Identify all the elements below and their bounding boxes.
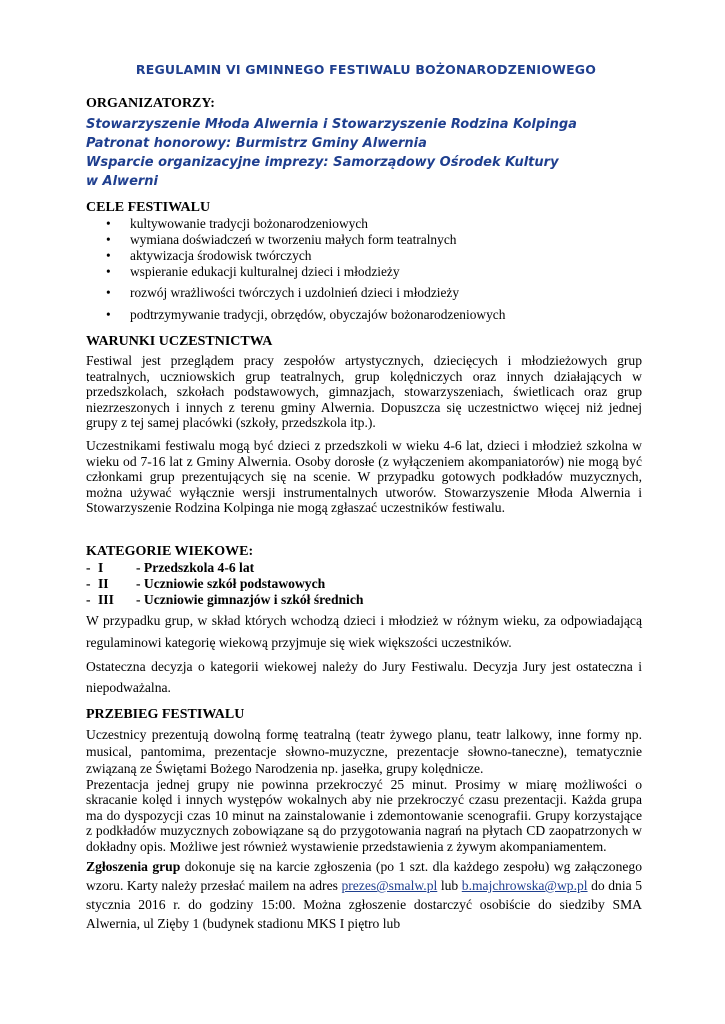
- document-title: REGULAMIN VI GMINNEGO FESTIWALU BOŻONARODZENIOWEGO: [135, 62, 597, 77]
- list-item: • wspieranie edukacji kulturalnej dzieci i młodzieży: [106, 264, 400, 279]
- applications-label: Zgłoszenia grup: [86, 859, 181, 875]
- conditions-paragraph-1: Festiwal jest przeglądem pracy zespołów artystycznych, dziecięcych i młodzieżowych grup teatralnych, uczniowskich grup teatralnych, grup kolędniczych oraz innych działających w przedszkolach, szkołach podstawowych, gimnazjach, stowarzyszeniach, świetlicach oraz grup niezrzeszonych i innych z terenu gminy Alwernia. Dopuszcza się uczestnictwo więcej niż jednej grupy z tej samej placówki (szkoły, przedszkola itp.).: [86, 353, 642, 431]
- support-line: Wsparcie organizacyjne imprezy: Samorządowy Ośrodek Kultury: [86, 155, 559, 170]
- bullet-icon: •: [106, 264, 111, 279]
- list-item: • wymiana doświadczeń w tworzeniu małych form teatralnych: [106, 232, 457, 247]
- organizers-section: [86, 96, 642, 191]
- bullet-icon: •: [106, 285, 111, 300]
- age-heading: KATEGORIE WIEKOWE:: [86, 544, 254, 559]
- age-section: [86, 544, 642, 698]
- conditions-section: [86, 334, 642, 516]
- course-paragraph-1: Uczestnicy prezentują dowolną formę teatralną (teatr żywego planu, teatr lalkowy, inne formy np. musical, pantomima, prezentacje słowno-muzyczne, prezentacje słowno-taneczne), tematycznie związaną ze Świętami Bożego Narodzenia np. jasełka, grupy kolędnicze.: [86, 727, 642, 776]
- age-paragraph-2: Ostateczna decyzja o kategorii wiekowej należy do Jury Festiwalu. Decyzja Jury jest ostateczna i niepodważalna.: [86, 659, 642, 695]
- email-link-majchrowska[interactable]: b.majchrowska@wp.pl: [461, 878, 588, 894]
- course-paragraph-2: Prezentacja jednej grupy nie powinna przekroczyć 25 minut. Prosimy w miarę możliwości o skracanie kolęd i innych występów wokalnych aby nie przekroczyć czasu prezentacji. Każda grupa ma do dyspozycji czas 10 minut na zainstalowanie i zdemontowanie scenografii. Grupy korzystające z podkładów muzycznych zobowiązane są do przygotowania nagrań na płytach CD zaopatrzonych w dokładny opis. Możliwe jest również wystawienie przedstawienia z żywym akompaniamentem.: [86, 777, 642, 854]
- bullet-icon: •: [106, 248, 111, 263]
- bullet-icon: •: [106, 307, 111, 322]
- category-row: - III - Uczniowie gimnazjów i szkół średnich: [86, 592, 364, 607]
- course-paragraph-3: Zgłoszenia grup dokonuje się na karcie zgłoszenia (po 1 szt. dla każdego zespołu) wg załączonego wzoru. Karty należy przesłać mailem na adres prezes@smalw.pl lub b.majchrowska@wp.pl do dnia 5 stycznia 2016 r. do godziny 15:00. Można zgłoszenie dostarczyć osobiście do siedziby SMA Alwernia, ul Zięby 1 (budynek stadionu MKS I piętro lub: [86, 859, 643, 932]
- goals-heading: CELE FESTIWALU: [86, 200, 211, 215]
- email-link-prezes[interactable]: prezes@smalw.pl: [341, 878, 438, 894]
- bullet-icon: •: [106, 216, 111, 231]
- course-heading: PRZEBIEG FESTIWALU: [86, 707, 245, 722]
- conditions-paragraph-2: Uczestnikami festiwalu mogą być dzieci z przedszkoli w wieku 4-6 lat, dzieci i młodzież szkolna w wieku od 7-16 lat z Gminy Alwernia. Osoby dorosłe (z wyłączeniem akompaniatorów) nie mogą być członkami grup prezentujących się na scenie. W przypadku gotowych podkładów muzycznych, można używać wyłącznie wersji instrumentalnych utworów. Stowarzyszenie Młoda Alwernia i Stowarzyszenie Rodzina Kolpinga nie mogą zgłaszać uczestników festiwalu.: [86, 437, 642, 516]
- organizers-heading: ORGANIZATORZY:: [86, 96, 215, 111]
- patronage-line: Patronat honorowy: Burmistrz Gminy Alwernia: [86, 136, 427, 151]
- bullet-icon: •: [106, 232, 111, 247]
- course-section: [86, 707, 642, 933]
- organizers-line: Stowarzyszenie Młoda Alwernia i Stowarzyszenie Rodzina Kolpinga: [86, 117, 577, 132]
- list-item: • podtrzymywanie tradycji, obrzędów, obyczajów bożonarodzeniowych: [86, 305, 642, 325]
- goals-list: [86, 216, 642, 325]
- age-paragraph-1: W przypadku grup, w skład których wchodzą dzieci i młodzież w różnym wieku, za odpowiadającą regulaminowi kategorię wiekową przyjmuje się wiek większości uczestników.: [86, 613, 642, 650]
- category-row: - I - Przedszkola 4-6 lat: [86, 560, 255, 575]
- list-item: • rozwój wrażliwości twórczych i uzdolnień dzieci i młodzieży: [86, 283, 642, 303]
- conditions-heading: WARUNKI UCZESTNICTWA: [86, 334, 273, 349]
- category-row: - II - Uczniowie szkół podstawowych: [86, 576, 326, 591]
- support-line-cont: w Alwerni: [86, 174, 159, 189]
- goals-section: [86, 200, 642, 325]
- list-item: • kultywowanie tradycji bożonarodzeniowych: [106, 216, 368, 231]
- list-item: • aktywizacja środowisk twórczych: [106, 248, 312, 263]
